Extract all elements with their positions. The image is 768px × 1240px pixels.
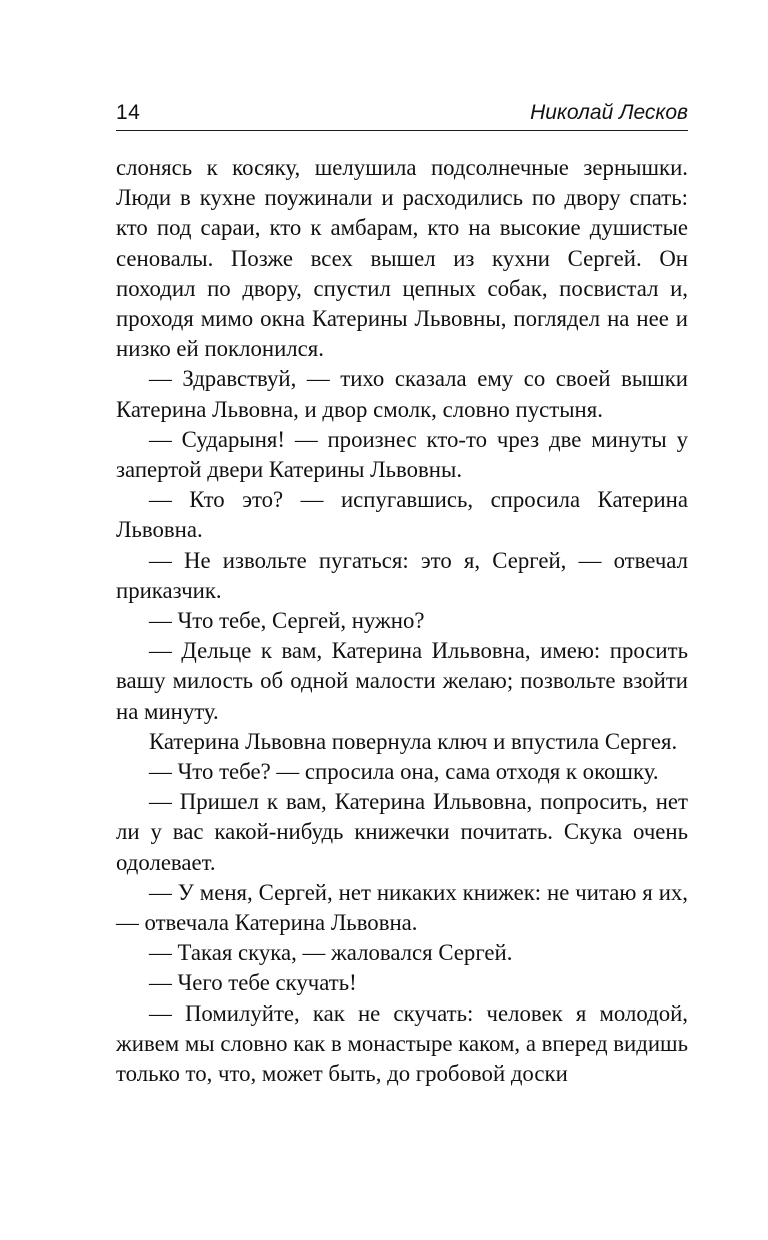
paragraph: — Пришел к вам, Катерина Ильвовна, попросить, нет ли у вас какой-нибудь книжечки почитать. Скука очень одолевает. [116, 789, 688, 875]
body-text [116, 153, 688, 1089]
page-number: 14 [116, 101, 141, 124]
paragraph: — Что тебе? — спросила она, сама отходя к окошку. [149, 759, 659, 785]
paragraph: Катерина Львовна повернула ключ и впустила Сергея. [149, 728, 678, 754]
paragraph: — Сударыня! — произнес кто-то чрез две минуты у запертой двери Катерины Львовны. [116, 426, 688, 483]
paragraph: — У меня, Сергей, нет никаких книжек: не читаю я их, — отвечала Катерина Львовна. [116, 879, 688, 936]
running-head [116, 96, 688, 130]
paragraph: — Что тебе, Сергей, нужно? [149, 608, 425, 634]
paragraph: — Не извольте пугаться: это я, Сергей, — отвечал приказчик. [116, 547, 688, 603]
paragraph: — Чего тебе скучать! [149, 970, 357, 996]
header-rule [116, 130, 688, 131]
paragraph: — Помилуйте, как не скучать: человек я молодой, живем мы словно как в монастыре каком, а вперед видишь только то, что, может быть, до гробовой доски [116, 1000, 688, 1087]
paragraph: — Такая скука, — жаловался Сергей. [149, 940, 513, 966]
paragraph: слонясь к косяку, шелушила подсолнечные зернышки. Люди в кухне поужинали и расходились по двору спать: кто под сараи, кто к амбарам, кто на высокие душистые сеновалы. Позже всех вышел из кухни Сергей. Он походил по двору, спустил цепных собак, посвистал и, проходя мимо окна Катерины Львовны, поглядел на нее и низко ей поклонился. [116, 155, 688, 362]
paragraph: — Здравствуй, — тихо сказала ему со своей вышки Катерина Львовна, и двор смолк, словно пустыня. [116, 366, 688, 422]
author-name: Николай Лесков [530, 101, 688, 124]
paragraph: — Кто это? — испугавшись, спросила Катерина Львовна. [116, 487, 688, 543]
paragraph: — Дельце к вам, Катерина Ильвовна, имею: просить вашу милость об одной малости желаю; позвольте взойти на минуту. [116, 638, 688, 724]
